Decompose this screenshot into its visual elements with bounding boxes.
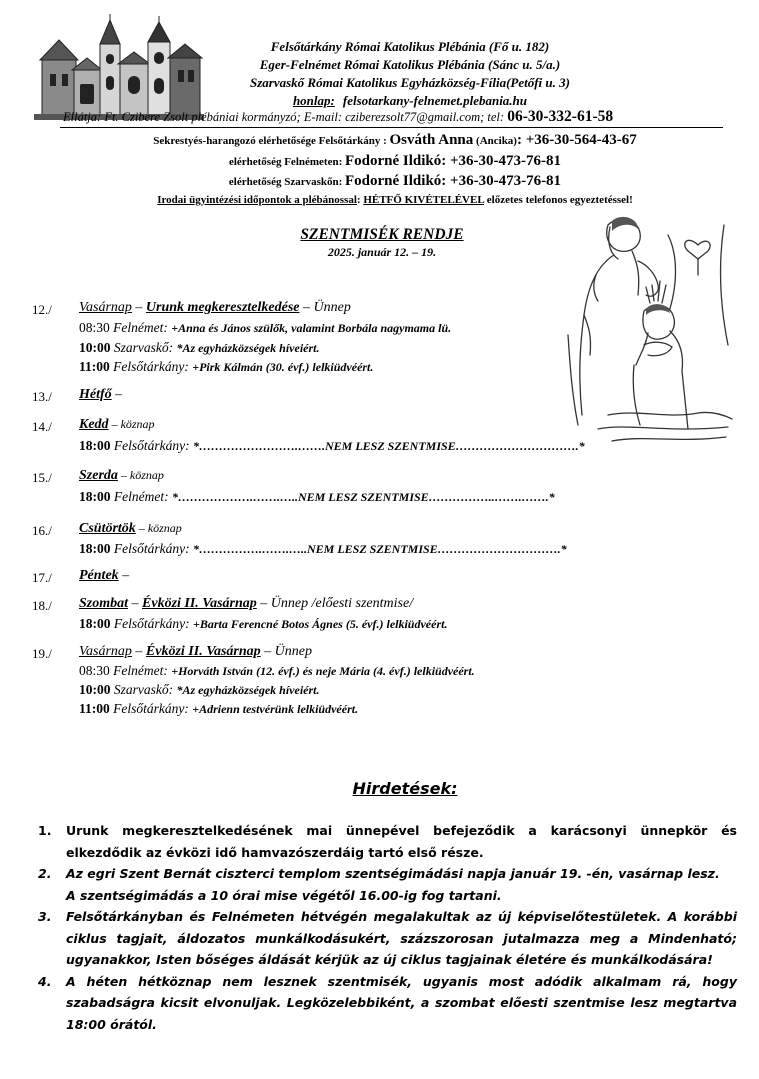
mass-entry [79,663,475,679]
item-number: 4. [38,973,52,989]
day-separator: – [131,300,146,315]
day-number: 18./ [32,598,52,613]
mass-time: 11:00 [79,359,110,374]
item-number: 3. [38,909,52,924]
parish-line-felnemet: Eger-Felnémet Római Katolikus Plébánia (Sánc u. 5/a.) [259,57,561,72]
parish-header [200,38,620,110]
announcement-item [32,820,737,863]
announcement-item [32,971,737,1036]
item-text: Urunk megkeresztelkedésének mai ünnepével befejeződik a karácsonyi ünnepkör és elkezdődik az évközi idő hamvazószerdáig tartó első része. [66,823,737,860]
mass-intention: +Pirk Kálmán (30. évf.) lelkiüdvéért. [192,360,374,374]
day-heading [79,387,122,403]
day-heading [79,568,129,584]
day-heading [79,300,351,316]
homepage-link[interactable]: felsotarkany-felnemet.plebania.hu [342,93,528,108]
mass-location: Felnémet: [109,320,172,335]
item-text: Felsőtárkányban és Felnémeten hétvégén megalakultak az új képviselőtestületek. A korábbi ciklus tagjait, áldozatos munkálkodásukért, százszorosan jutalmazza meg a Mindenható; ugyanakkor, Isten bőséges áldását kérjük az új ciklus tagjainak életére és munkálkodására! [66,909,737,967]
day-number: 12./ [32,302,52,317]
mass-entry [79,682,320,698]
mass-intention: +Barta Ferencné Botos Ágnes (5. évf.) lelkiüdvéért. [192,617,448,631]
mass-time: 10:00 [79,682,111,697]
church-illustration [34,14,204,120]
day-name: Vasárnap [79,644,132,659]
day-separator: – [128,596,143,611]
mass-entry [79,616,447,632]
header-divider [60,127,723,128]
sacristan-nick: (Ancika) [473,135,517,147]
day-heading [79,644,312,660]
felnemet-contact-line [100,152,690,173]
mass-location: Szarvaskő: [110,340,177,355]
office-hours-colon: : [356,193,364,206]
day-heading [79,417,155,433]
szarvasko-contact-line [100,172,690,193]
office-hours-note: előzetes telefonos egyeztetéssel! [484,193,633,206]
mass-time: 08:30 [79,663,110,678]
baptism-of-jesus-illustration [548,215,734,445]
item-text: Az egri Szent Bernát ciszterci templom szentségimádási napja január 19. -én, vasárnap lesz. [66,866,720,881]
mass-time: 18:00 [79,438,111,453]
mass-time: 11:00 [79,701,110,716]
day-name: Szombat [79,596,129,611]
day-separator: – [131,644,146,659]
day-rank: – köznap [108,417,155,431]
day-name: Vasárnap [79,300,132,315]
day-number: 17./ [32,570,52,585]
mass-location: Felsőtárkány: [110,616,193,631]
day-name: Szerda [79,468,118,483]
day-rank: – [111,387,123,402]
day-rank: – Ünnep [260,644,312,659]
mass-entry [79,340,320,356]
announcement-item [32,906,737,971]
item-number: 1. [38,823,52,838]
mass-location: Felsőtárkány: [109,701,193,716]
mass-entry [79,359,373,375]
office-hours-label: Irodai ügyintézési időpontok a plébánossal [157,193,357,206]
mass-entry [79,489,555,505]
sacristan-label: Sekrestyés-harangozó elérhetősége Felsőtárkány : [153,135,390,147]
mass-entry [79,701,358,717]
mass-intention: +Adrienn testvérünk lelkiüdvéért. [192,702,359,716]
mass-time: 08:30 [79,320,110,335]
mass-intention: *……………….…….…..NEM LESZ SZENTMISE……………..…….…….* [171,490,555,504]
day-rank: – Ünnep /előesti szentmise/ [256,596,414,611]
day-heading [79,468,164,484]
mass-location: Felsőtárkány: [110,438,193,453]
day-rank: – köznap [135,521,182,535]
mass-time: 10:00 [79,340,111,355]
day-name: Hétfő [79,387,112,402]
day-name: Csütörtök [79,521,136,536]
day-number: 15./ [32,470,52,485]
day-rank: – Ünnep [299,300,351,315]
contact-block [100,131,690,207]
szarvasko-label: elérhetőség Szarvaskőn: [228,176,346,188]
mass-location: Felnémet: [109,663,172,678]
schedule-dates: 2025. január 12. – 19. [327,245,437,259]
management-phone: 06-30-332-61-58 [507,108,614,125]
day-name: Péntek [79,568,119,583]
item-number: 2. [38,866,52,881]
mass-intention: +Horváth István (12. évf.) és neje Mária (4. évf.) lelkiüdvéért. [171,664,475,678]
day-name: Kedd [79,417,109,432]
announcement-item [32,863,737,906]
parish-line-felsotarkany: Felsőtárkány Római Katolikus Plébánia (Fő u. 182) [270,39,550,54]
mass-intention: *Az egyházközségek híveiért. [176,341,320,355]
day-heading [79,596,413,612]
day-number: 14./ [32,419,52,434]
schedule-title: SZENTMISÉK RENDJE [300,226,464,243]
mass-entry [79,320,451,336]
feast-name: Urunk megkeresztelkedése [145,300,300,315]
szarvasko-contact: Fodorné Ildikó: +36-30-473-76-81 [345,173,562,189]
day-number: 16./ [32,523,52,538]
mass-entry [79,541,567,557]
announcements-list [32,820,737,1035]
day-rank: – [118,568,130,583]
sacristan-line [100,131,690,152]
mass-intention: *Az egyházközségek híveiért. [176,683,320,697]
day-rank: – köznap [117,468,164,482]
mass-time: 18:00 [79,616,111,631]
mass-entry [79,438,585,454]
felnemet-contact: Fodorné Ildikó: +36-30-473-76-81 [345,152,562,169]
sacristan-name: Osváth Anna [389,132,474,148]
mass-intention: +Anna és János szülők, valamint Borbála nagymama lü. [171,321,452,335]
mass-time: 18:00 [79,489,111,504]
day-heading [79,521,182,537]
item-text: A héten hétköznap nem lesznek szentmisék, ugyanis most adódik alkalmam rá, hogy szabadságra kicsit elvonuljak. Legközelebbiként, a szombat előesti szentmise lesz megtartva 18:00 órától. [66,973,737,1032]
day-number: 19./ [32,646,52,661]
mass-location: Felsőtárkány: [110,541,193,556]
mass-location: Felsőtárkány: [109,359,193,374]
management-line [63,108,723,126]
office-hours-exception: HÉTFŐ KIVÉTELÉVEL [363,193,485,206]
announcements-title: Hirdetések: [352,779,458,798]
office-hours-line [100,193,690,207]
management-text: Ellátja: Ft. Czibere Zsolt plébániai kormányzó; E-mail: cziberezsolt77@gmail.com; tel: [63,110,508,124]
sacristan-phone: : +36-30-564-43-67 [516,132,637,148]
mass-location: Felnémet: [110,489,172,504]
day-number: 13./ [32,389,52,404]
item-text-continued: A szentségimádás a 10 órai mise végétől 16.00-ig fog tartani. [66,887,502,903]
homepage-label: honlap: [292,93,335,108]
feast-name: Évközi II. Vasárnap [142,596,257,611]
felnemet-label: elérhetőség Felnémeten: [228,155,345,168]
mass-time: 18:00 [79,541,111,556]
feast-name: Évközi II. Vasárnap [145,644,261,659]
mass-location: Szarvaskő: [110,682,177,697]
mass-intention: *…………….…….…..NEM LESZ SZENTMISE………………………….* [192,542,567,556]
mass-intention: *…………………….…….NEM LESZ SZENTMISE………………………….* [192,439,585,453]
parish-line-szarvasko: Szarvaskő Római Katolikus Egyházközség-Fília(Petőfi u. 3) [250,75,570,90]
